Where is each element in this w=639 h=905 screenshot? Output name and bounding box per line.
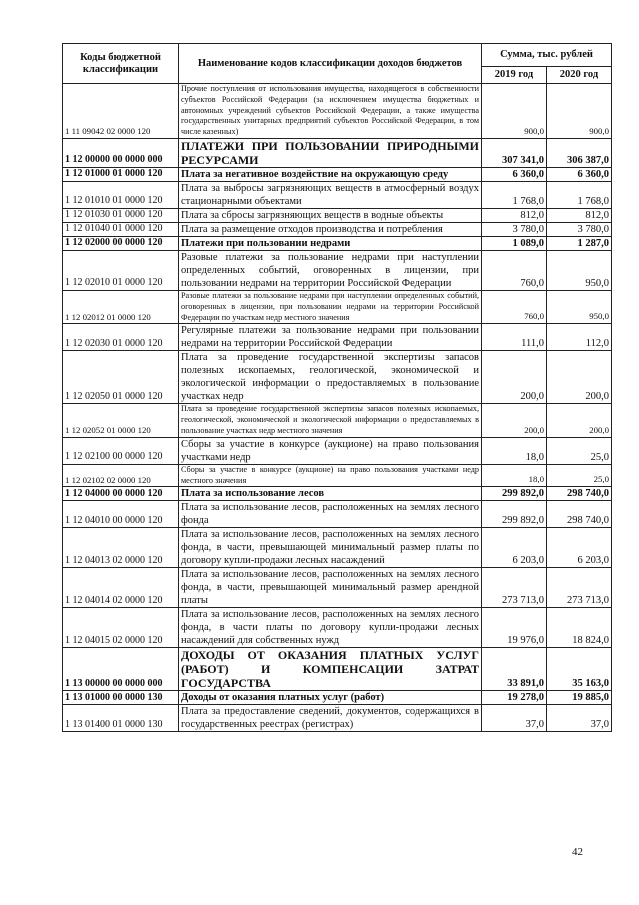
table-row: [63, 324, 612, 351]
row-name: ПЛАТЕЖИ ПРИ ПОЛЬЗОВАНИИ ПРИРОДНЫМИ РЕСУРСАМИ: [179, 138, 482, 167]
row-value-2019: 18,0: [482, 464, 547, 487]
row-name: Плата за использование лесов, расположенных на землях лесного фонда, в части платы по договору купли-продажи лесных насаждений для собственных нужд: [179, 608, 482, 648]
table-row: [63, 404, 612, 437]
row-value-2020: 18 824,0: [547, 608, 612, 648]
row-value-2020: 950,0: [547, 250, 612, 290]
row-value-2020: 6 203,0: [547, 528, 612, 568]
header-sum: Сумма, тыс. рублей: [482, 44, 612, 67]
row-value-2020: 3 780,0: [547, 222, 612, 236]
row-value-2020: 900,0: [547, 84, 612, 139]
row-name: Плата за предоставление сведений, документов, содержащихся в государственных реестрах (регистрах): [179, 705, 482, 732]
row-value-2020: 25,0: [547, 464, 612, 487]
row-value-2019: 812,0: [482, 208, 547, 222]
row-value-2020: 112,0: [547, 324, 612, 351]
row-value-2019: 37,0: [482, 705, 547, 732]
table-row: [63, 290, 612, 323]
row-value-2019: 299 892,0: [482, 501, 547, 528]
row-value-2020: 950,0: [547, 290, 612, 323]
row-name: Плата за проведение государственной экспертизы запасов полезных ископаемых, геологической, экономической и экологической информации о предоставляемых в пользование участках недр: [179, 351, 482, 404]
row-value-2020: 200,0: [547, 351, 612, 404]
table-row: [63, 528, 612, 568]
row-name: Плата за использование лесов, расположенных на землях лесного фонда, в части, превышающей минимальный размер платы по договору купли-продажи лесных насаждений: [179, 528, 482, 568]
row-value-2020: 35 163,0: [547, 648, 612, 691]
table-body: [63, 84, 612, 732]
row-code: 1 12 02012 01 0000 120: [63, 290, 179, 323]
page-number: 42: [572, 846, 583, 858]
row-code: 1 12 04013 02 0000 120: [63, 528, 179, 568]
row-value-2019: 307 341,0: [482, 138, 547, 167]
row-code: 1 12 02102 02 0000 120: [63, 464, 179, 487]
row-code: 1 12 04010 00 0000 120: [63, 501, 179, 528]
row-name: Платежи при пользовании недрами: [179, 236, 482, 250]
row-value-2019: 19 278,0: [482, 691, 547, 705]
header-name: Наименование кодов классификации доходов бюджетов: [179, 44, 482, 84]
row-value-2019: 19 976,0: [482, 608, 547, 648]
row-name: Плата за сбросы загрязняющих веществ в водные объекты: [179, 208, 482, 222]
row-value-2020: 6 360,0: [547, 167, 612, 181]
row-name: Плата за размещение отходов производства и потребления: [179, 222, 482, 236]
row-name: Плата за использование лесов, расположенных на землях лесного фонда, в части, превышающей минимальный размер арендной платы: [179, 568, 482, 608]
row-code: 1 11 09042 02 0000 120: [63, 84, 179, 139]
row-code: 1 12 04000 00 0000 120: [63, 487, 179, 501]
row-value-2020: 273 713,0: [547, 568, 612, 608]
table-row: [63, 648, 612, 691]
row-name: Прочие поступления от использования имущества, находящегося в собственности субъектов Российской Федерации (за исключением имущества бюджетных и автономных учреждений субъектов Российской Федерации, а также имущества государственных унитарных предприятий субъектов Российской Федерации, в том числе казенных): [179, 84, 482, 139]
row-value-2020: 200,0: [547, 404, 612, 437]
row-value-2020: 306 387,0: [547, 138, 612, 167]
row-value-2019: 1 089,0: [482, 236, 547, 250]
row-value-2019: 273 713,0: [482, 568, 547, 608]
table-row: [63, 181, 612, 208]
table-row: [63, 705, 612, 732]
row-code: 1 12 02010 01 0000 120: [63, 250, 179, 290]
row-value-2020: 298 740,0: [547, 487, 612, 501]
row-code: 1 12 02030 01 0000 120: [63, 324, 179, 351]
row-code: 1 13 00000 00 0000 000: [63, 648, 179, 691]
row-code: 1 13 01400 01 0000 130: [63, 705, 179, 732]
row-value-2019: 200,0: [482, 351, 547, 404]
table-row: [63, 464, 612, 487]
row-code: 1 12 01010 01 0000 120: [63, 181, 179, 208]
table-row: [63, 691, 612, 705]
table-row: [63, 501, 612, 528]
row-code: 1 12 04015 02 0000 120: [63, 608, 179, 648]
row-code: 1 12 00000 00 0000 000: [63, 138, 179, 167]
table-row: [63, 608, 612, 648]
row-value-2019: 6 203,0: [482, 528, 547, 568]
row-value-2019: 900,0: [482, 84, 547, 139]
revenue-table: [62, 43, 612, 732]
table-row: [63, 222, 612, 236]
row-value-2020: 1 768,0: [547, 181, 612, 208]
header-codes: Коды бюджетной классификации: [63, 44, 179, 84]
row-value-2020: 812,0: [547, 208, 612, 222]
table-row: [63, 138, 612, 167]
row-name: Регулярные платежи за пользование недрами при пользовании недрами на территории Российской Федерации: [179, 324, 482, 351]
row-value-2020: 25,0: [547, 437, 612, 464]
row-name: Сборы за участие в конкурсе (аукционе) на право пользования участками недр местного значения: [179, 464, 482, 487]
row-name: Разовые платежи за пользование недрами при наступлении определенных событий, оговоренных в лицензии, при пользовании недрами на территории Российской Федерации по участкам недр местного значения: [179, 290, 482, 323]
row-value-2019: 3 780,0: [482, 222, 547, 236]
row-code: 1 12 01000 01 0000 120: [63, 167, 179, 181]
table-row: [63, 250, 612, 290]
row-code: 1 13 01000 00 0000 130: [63, 691, 179, 705]
row-value-2019: 111,0: [482, 324, 547, 351]
row-code: 1 12 02000 00 0000 120: [63, 236, 179, 250]
row-value-2020: 1 287,0: [547, 236, 612, 250]
row-name: Доходы от оказания платных услуг (работ): [179, 691, 482, 705]
header-year-2020: 2020 год: [547, 67, 612, 84]
row-code: 1 12 04014 02 0000 120: [63, 568, 179, 608]
row-name: ДОХОДЫ ОТ ОКАЗАНИЯ ПЛАТНЫХ УСЛУГ (РАБОТ) И КОМПЕНСАЦИИ ЗАТРАТ ГОСУДАРСТВА: [179, 648, 482, 691]
row-value-2019: 760,0: [482, 250, 547, 290]
table-row: [63, 236, 612, 250]
row-value-2019: 760,0: [482, 290, 547, 323]
table-row: [63, 167, 612, 181]
row-code: 1 12 02100 00 0000 120: [63, 437, 179, 464]
row-code: 1 12 02050 01 0000 120: [63, 351, 179, 404]
row-name: Плата за проведение государственной экспертизы запасов полезных ископаемых, геологической, экономической и экологической информации о предоставляемых в пользование участках недр местного значения: [179, 404, 482, 437]
row-name: Плата за использование лесов, расположенных на землях лесного фонда: [179, 501, 482, 528]
row-code: 1 12 01040 01 0000 120: [63, 222, 179, 236]
table-row: [63, 208, 612, 222]
row-name: Разовые платежи за пользование недрами при наступлении определенных событий, оговоренных в лицензии, при пользовании недрами на территории Российской Федерации: [179, 250, 482, 290]
row-name: Плата за негативное воздействие на окружающую среду: [179, 167, 482, 181]
row-name: Плата за выбросы загрязняющих веществ в атмосферный воздух стационарными объектами: [179, 181, 482, 208]
row-name: Сборы за участие в конкурсе (аукционе) на право пользования участками недр: [179, 437, 482, 464]
header-year-2019: 2019 год: [482, 67, 547, 84]
table-row: [63, 568, 612, 608]
row-code: 1 12 01030 01 0000 120: [63, 208, 179, 222]
table-row: [63, 437, 612, 464]
row-name: Плата за использование лесов: [179, 487, 482, 501]
row-value-2019: 299 892,0: [482, 487, 547, 501]
row-value-2019: 33 891,0: [482, 648, 547, 691]
table-row: [63, 487, 612, 501]
table-row: [63, 351, 612, 404]
table-row: [63, 84, 612, 139]
row-value-2019: 18,0: [482, 437, 547, 464]
row-value-2020: 19 885,0: [547, 691, 612, 705]
row-value-2019: 200,0: [482, 404, 547, 437]
row-value-2020: 37,0: [547, 705, 612, 732]
row-value-2019: 6 360,0: [482, 167, 547, 181]
row-value-2020: 298 740,0: [547, 501, 612, 528]
row-code: 1 12 02052 01 0000 120: [63, 404, 179, 437]
row-value-2019: 1 768,0: [482, 181, 547, 208]
